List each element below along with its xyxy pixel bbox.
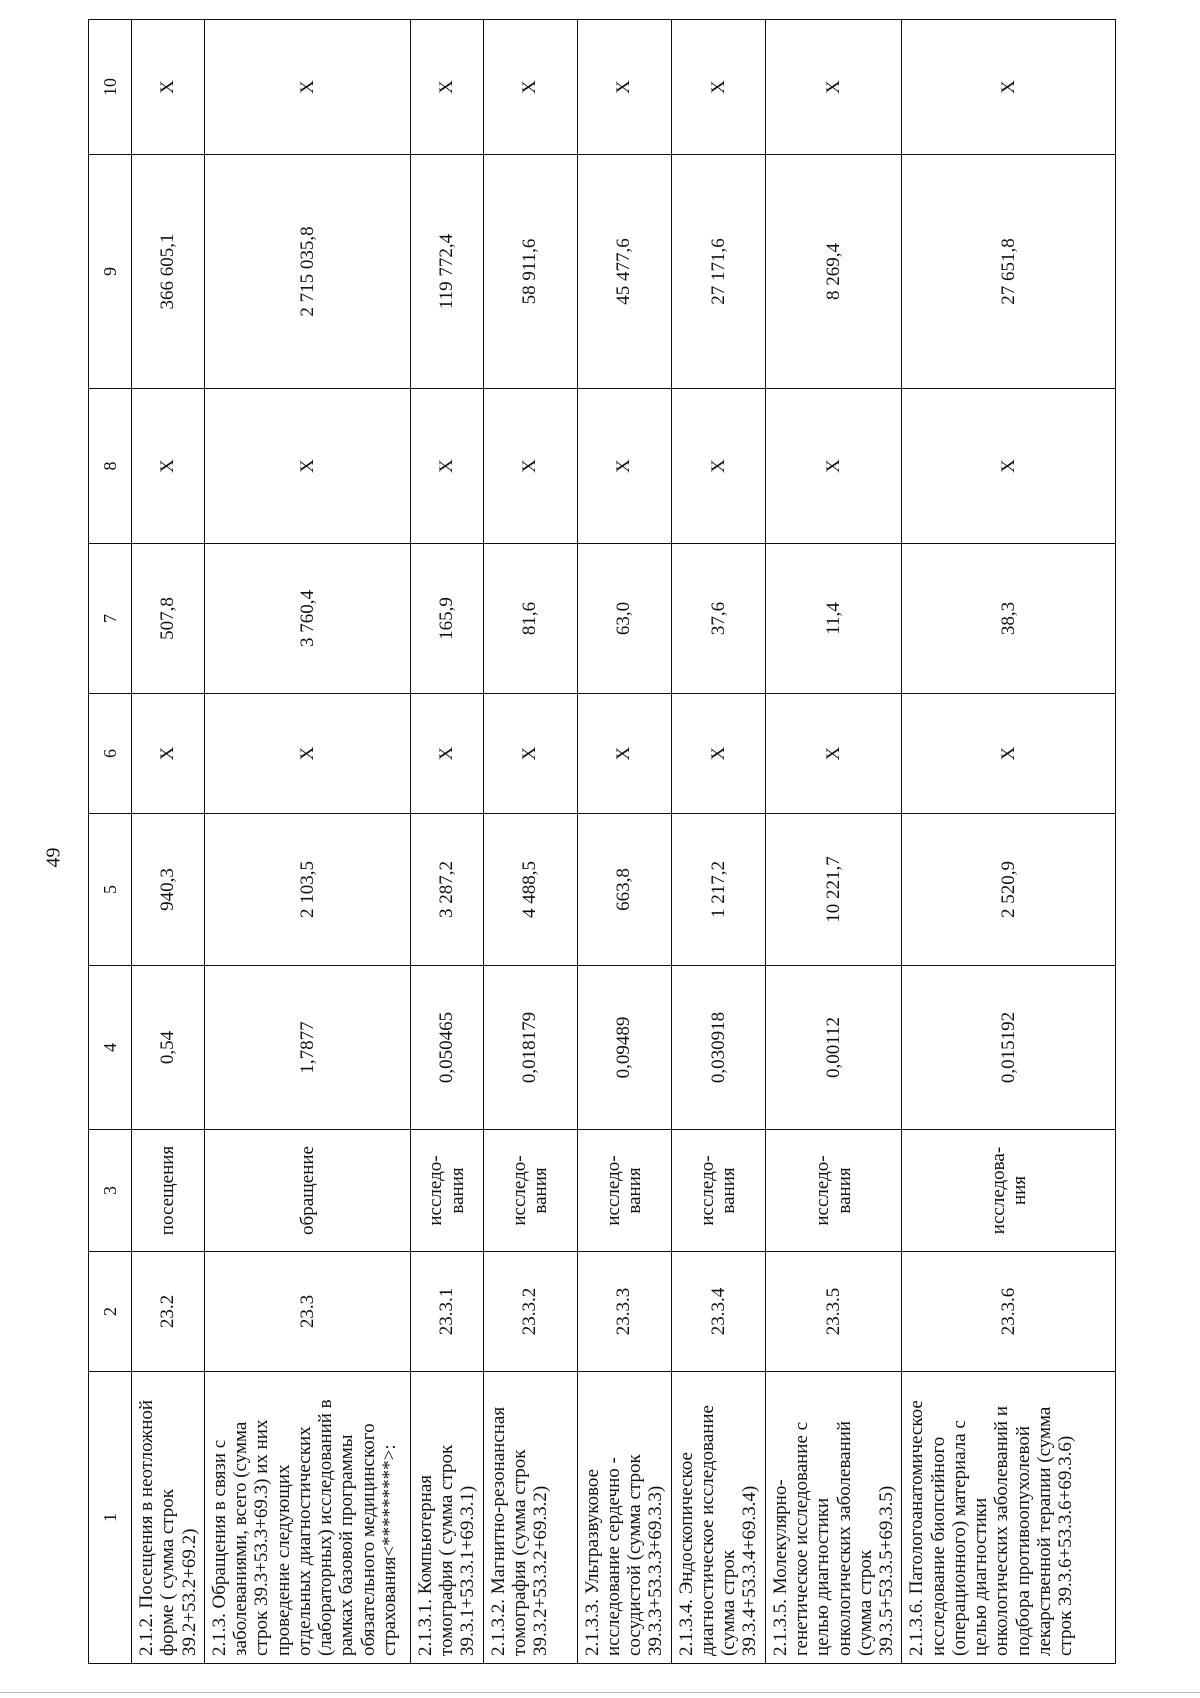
row-unit: посещения <box>132 1130 205 1252</box>
row-description: 2.1.3.3. Ультразвуковое исследование сердечно - сосудистой (сумма строк 39.3.3+53.3.3+69.3.3) <box>577 1372 671 1664</box>
row-description: 2.1.3. Обращения в связи с заболеваниями, всего (сумма строк 39.3+53.3+69.3) их них проведение следующих отдельных диагностических (лабораторных) исследований в рамках базовой программы обязательного медицинского страхования<*********>: <box>204 1372 410 1664</box>
row-code: 23.3.6 <box>902 1252 1116 1372</box>
row-unit: исследо-вания <box>410 1130 483 1252</box>
row-col8: Х <box>483 389 577 544</box>
row-cost: 1 217,2 <box>671 814 765 966</box>
row-cost: 3 287,2 <box>410 814 483 966</box>
table-row <box>671 20 765 1664</box>
row-col6: Х <box>577 694 671 814</box>
row-description: 2.1.2. Посещения в неотложной форме ( сумма строк 39.2+53.2+69.2) <box>132 1372 205 1664</box>
row-description: 2.1.3.5. Молекулярно-генетическое исследование с целью диагностики онкологических заболеваний (сумма строк 39.3.5+53.3.5+69.3.5) <box>765 1372 902 1664</box>
row-col6: Х <box>483 694 577 814</box>
row-per-capita: 63,0 <box>577 544 671 694</box>
row-col8: Х <box>132 389 205 544</box>
row-norm: 0,54 <box>132 966 205 1130</box>
row-col10: Х <box>410 20 483 155</box>
row-unit: исследова-ния <box>902 1130 1116 1252</box>
rotated-table-container <box>88 20 1092 1664</box>
header-row <box>89 20 132 1664</box>
row-total: 27 651,8 <box>902 155 1116 389</box>
row-cost: 940,3 <box>132 814 205 966</box>
row-col10: Х <box>765 20 902 155</box>
row-cost: 2 103,5 <box>204 814 410 966</box>
row-col8: Х <box>902 389 1116 544</box>
row-unit: исследо-вания <box>765 1130 902 1252</box>
row-per-capita: 165,9 <box>410 544 483 694</box>
table-row <box>483 20 577 1664</box>
column-header: 10 <box>89 20 132 155</box>
column-header: 2 <box>89 1252 132 1372</box>
row-description: 2.1.3.6. Патологоанатомическое исследование биопсийного (операционного) материала с целью диагностики онкологических заболеваний и подбора противоопухолевой лекарственной терапии (сумма строк 39.3.6+53.3.6+69.3.6) <box>902 1372 1116 1664</box>
row-col10: Х <box>577 20 671 155</box>
data-table <box>88 19 1116 1664</box>
page-number: 49 <box>42 847 65 868</box>
row-total: 119 772,4 <box>410 155 483 389</box>
row-code: 23.3.5 <box>765 1252 902 1372</box>
column-header: 6 <box>89 694 132 814</box>
row-col8: Х <box>204 389 410 544</box>
row-col10: Х <box>671 20 765 155</box>
row-description: 2.1.3.1. Компьютерная томография ( сумма строк 39.3.1+53.3.1+69.3.1) <box>410 1372 483 1664</box>
row-total: 8 269,4 <box>765 155 902 389</box>
row-norm: 0,050465 <box>410 966 483 1130</box>
row-total: 2 715 035,8 <box>204 155 410 389</box>
row-cost: 10 221,7 <box>765 814 902 966</box>
row-col10: Х <box>132 20 205 155</box>
row-code: 23.3.4 <box>671 1252 765 1372</box>
row-norm: 0,09489 <box>577 966 671 1130</box>
column-header: 8 <box>89 389 132 544</box>
column-header: 9 <box>89 155 132 389</box>
row-col6: Х <box>132 694 205 814</box>
row-col8: Х <box>765 389 902 544</box>
row-code: 23.3.2 <box>483 1252 577 1372</box>
table-row <box>765 20 902 1664</box>
table-row <box>577 20 671 1664</box>
row-cost: 4 488,5 <box>483 814 577 966</box>
row-cost: 663,8 <box>577 814 671 966</box>
row-per-capita: 507,8 <box>132 544 205 694</box>
row-norm: 1,7877 <box>204 966 410 1130</box>
row-code: 23.3 <box>204 1252 410 1372</box>
table-row <box>410 20 483 1664</box>
row-unit: обращение <box>204 1130 410 1252</box>
row-col6: Х <box>410 694 483 814</box>
column-header: 7 <box>89 544 132 694</box>
row-description: 2.1.3.4. Эндоскопическое диагностическое исследование (сумма строк 39.3.4+53.3.4+69.3.4) <box>671 1372 765 1664</box>
table-row <box>902 20 1116 1664</box>
row-col6: Х <box>204 694 410 814</box>
row-code: 23.3.1 <box>410 1252 483 1372</box>
row-col8: Х <box>671 389 765 544</box>
row-total: 45 477,6 <box>577 155 671 389</box>
column-header: 5 <box>89 814 132 966</box>
row-per-capita: 3 760,4 <box>204 544 410 694</box>
row-description: 2.1.3.2. Магнитно-резонансная томография (сумма строк 39.3.2+53.3.2+69.3.2) <box>483 1372 577 1664</box>
table-row <box>132 20 205 1664</box>
column-header: 4 <box>89 966 132 1130</box>
row-code: 23.2 <box>132 1252 205 1372</box>
row-col6: Х <box>902 694 1116 814</box>
page-edge-rule <box>0 1692 1200 1693</box>
row-col6: Х <box>671 694 765 814</box>
row-per-capita: 37,6 <box>671 544 765 694</box>
row-col10: Х <box>204 20 410 155</box>
row-total: 366 605,1 <box>132 155 205 389</box>
row-col10: Х <box>483 20 577 155</box>
row-col10: Х <box>902 20 1116 155</box>
row-unit: исследо-вания <box>483 1130 577 1252</box>
row-col8: Х <box>410 389 483 544</box>
row-col8: Х <box>577 389 671 544</box>
table-row <box>204 20 410 1664</box>
row-norm: 0,015192 <box>902 966 1116 1130</box>
row-per-capita: 38,3 <box>902 544 1116 694</box>
row-norm: 0,00112 <box>765 966 902 1130</box>
row-unit: исследо-вания <box>577 1130 671 1252</box>
row-per-capita: 81,6 <box>483 544 577 694</box>
row-cost: 2 520,9 <box>902 814 1116 966</box>
row-total: 27 171,6 <box>671 155 765 389</box>
row-total: 58 911,6 <box>483 155 577 389</box>
column-header: 1 <box>89 1372 132 1664</box>
row-col6: Х <box>765 694 902 814</box>
row-code: 23.3.3 <box>577 1252 671 1372</box>
row-norm: 0,018179 <box>483 966 577 1130</box>
row-unit: исследо-вания <box>671 1130 765 1252</box>
row-norm: 0,030918 <box>671 966 765 1130</box>
row-per-capita: 11,4 <box>765 544 902 694</box>
column-header: 3 <box>89 1130 132 1252</box>
